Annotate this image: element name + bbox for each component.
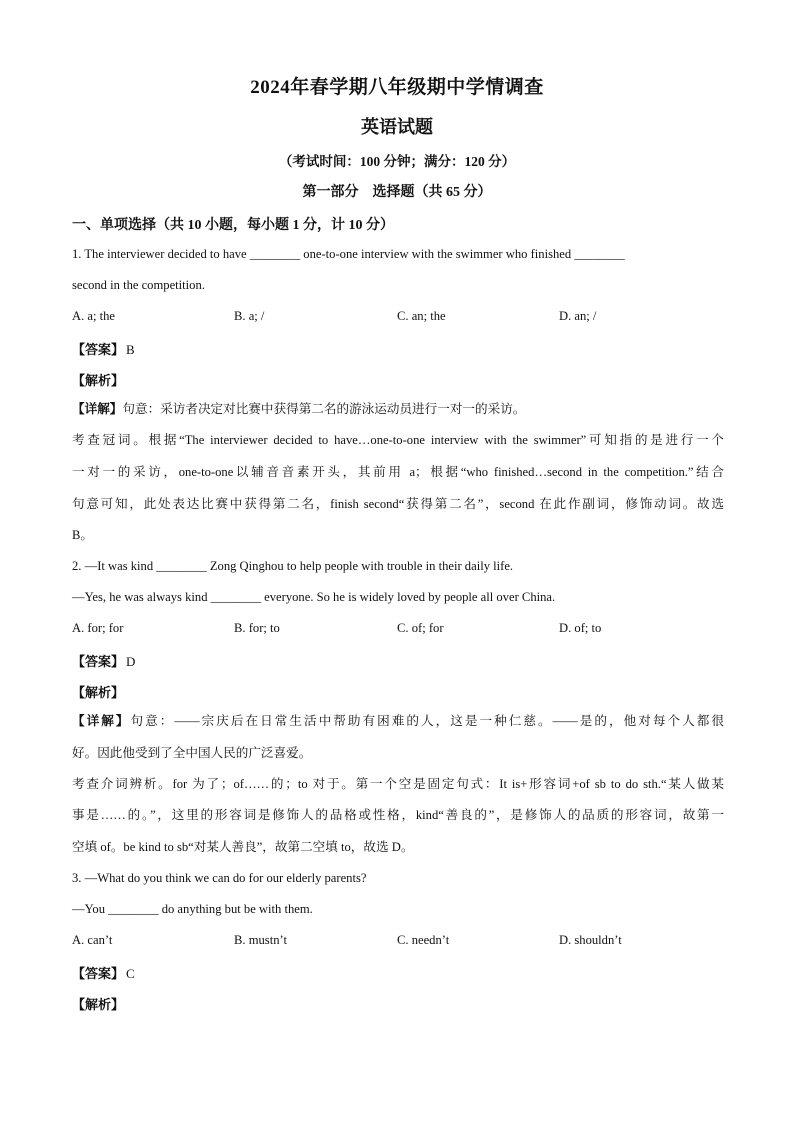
q1-analysis-label: 【解析】 xyxy=(72,373,125,388)
q2-detail-5: 空填 of。be kind to sb“对某人善良”，故第二空填 to，故选 D。 xyxy=(72,840,414,854)
q2-detail-2: 好。因此他受到了全中国人民的广泛喜爱。 xyxy=(72,746,312,760)
q2-detail-4: 事是……的。”，这里的形容词是修饰人的品格或性格，kind“善良的”，是修饰人的品质的形容词，故第一 xyxy=(72,808,724,822)
q2-detail-1-text: 句意：——宗庆后在日常生活中帮助有困难的人，这是一种仁慈。——是的，他对每个人都很 xyxy=(130,714,725,728)
q1-answer-value: B xyxy=(126,342,135,357)
q2-detail-1 xyxy=(72,713,724,729)
q2-option-c: C. of; for xyxy=(397,621,444,635)
q2-answer-value: D xyxy=(126,654,136,669)
q1-option-b: B. a; / xyxy=(234,309,265,323)
q1-option-d: D. an; / xyxy=(559,309,597,323)
exam-title: 2024年春学期八年级期中学情调查 xyxy=(250,77,544,98)
q3-answer-value: C xyxy=(126,966,135,981)
q1-detail-3: 一对一的采访，one-to-one以辅音音素开头，其前用 a；根据“who finished…second in the competition.”结合 xyxy=(72,465,724,479)
q3-option-d: D. shouldn’t xyxy=(559,933,622,947)
answer-label: 【答案】 xyxy=(72,966,125,981)
q3-option-b: B. mustn’t xyxy=(234,933,287,947)
detail-label: 【详解】 xyxy=(72,714,131,728)
exam-info: （考试时间：100 分钟；满分：120 分） xyxy=(278,154,516,169)
subject-title: 英语试题 xyxy=(361,117,433,137)
section-heading: 一、单项选择（共 10 小题，每小题 1 分，计 10 分） xyxy=(72,218,394,233)
q3-answer xyxy=(72,963,135,982)
answer-label: 【答案】 xyxy=(72,654,125,669)
q2-option-b: B. for; to xyxy=(234,621,280,635)
q3-option-c: C. needn’t xyxy=(397,933,450,947)
q3-option-a: A. can’t xyxy=(72,933,113,947)
q1-detail-2: 考查冠词。根据“The interviewer decided to have…one-to-one interview with the swimmer”可知指的是进行一个 xyxy=(72,433,724,447)
q1-option-a: A. a; the xyxy=(72,309,116,323)
detail-label: 【详解】 xyxy=(72,402,123,416)
q2-answer xyxy=(72,651,135,670)
q1-stem-line2: second in the competition. xyxy=(72,278,205,292)
q2-stem-line1: 2. —It was kind ________ Zong Qinghou to help people with trouble in their daily life. xyxy=(72,559,514,573)
q2-option-d: D. of; to xyxy=(559,621,602,635)
q1-answer xyxy=(72,339,135,358)
q2-detail-3: 考查介词辨析。for 为了；of……的；to 对于。第一个空是固定句式：It is+形容词+of sb to do sth.“某人做某 xyxy=(72,777,724,791)
answer-label: 【答案】 xyxy=(72,342,125,357)
q3-analysis-label: 【解析】 xyxy=(72,997,125,1012)
q3-stem-line2: —You ________ do anything but be with them. xyxy=(72,902,313,916)
q2-option-a: A. for; for xyxy=(72,621,124,635)
q1-stem-line1: 1. The interviewer decided to have ________ one-to-one interview with the swimmer who finished ________ xyxy=(72,247,625,261)
q1-detail-4: 句意可知，此处表达比赛中获得第二名，finish second“获得第二名”，second 在此作副词，修饰动词。故选 xyxy=(72,497,724,511)
q3-stem-line1: 3. —What do you think we can do for our elderly parents? xyxy=(72,871,367,885)
q1-detail-1 xyxy=(72,401,724,417)
q1-detail-5: B。 xyxy=(72,528,93,542)
q1-option-c: C. an; the xyxy=(397,309,446,323)
q1-detail-1-text: 句意：采访者决定对比赛中获得第二名的游泳运动员进行一对一的采访。 xyxy=(122,402,526,416)
part-heading: 第一部分 选择题（共 65 分） xyxy=(302,185,492,200)
q2-stem-line2: —Yes, he was always kind ________ everyone. So he is widely loved by people all over China. xyxy=(72,590,556,604)
q2-analysis-label: 【解析】 xyxy=(72,685,125,700)
